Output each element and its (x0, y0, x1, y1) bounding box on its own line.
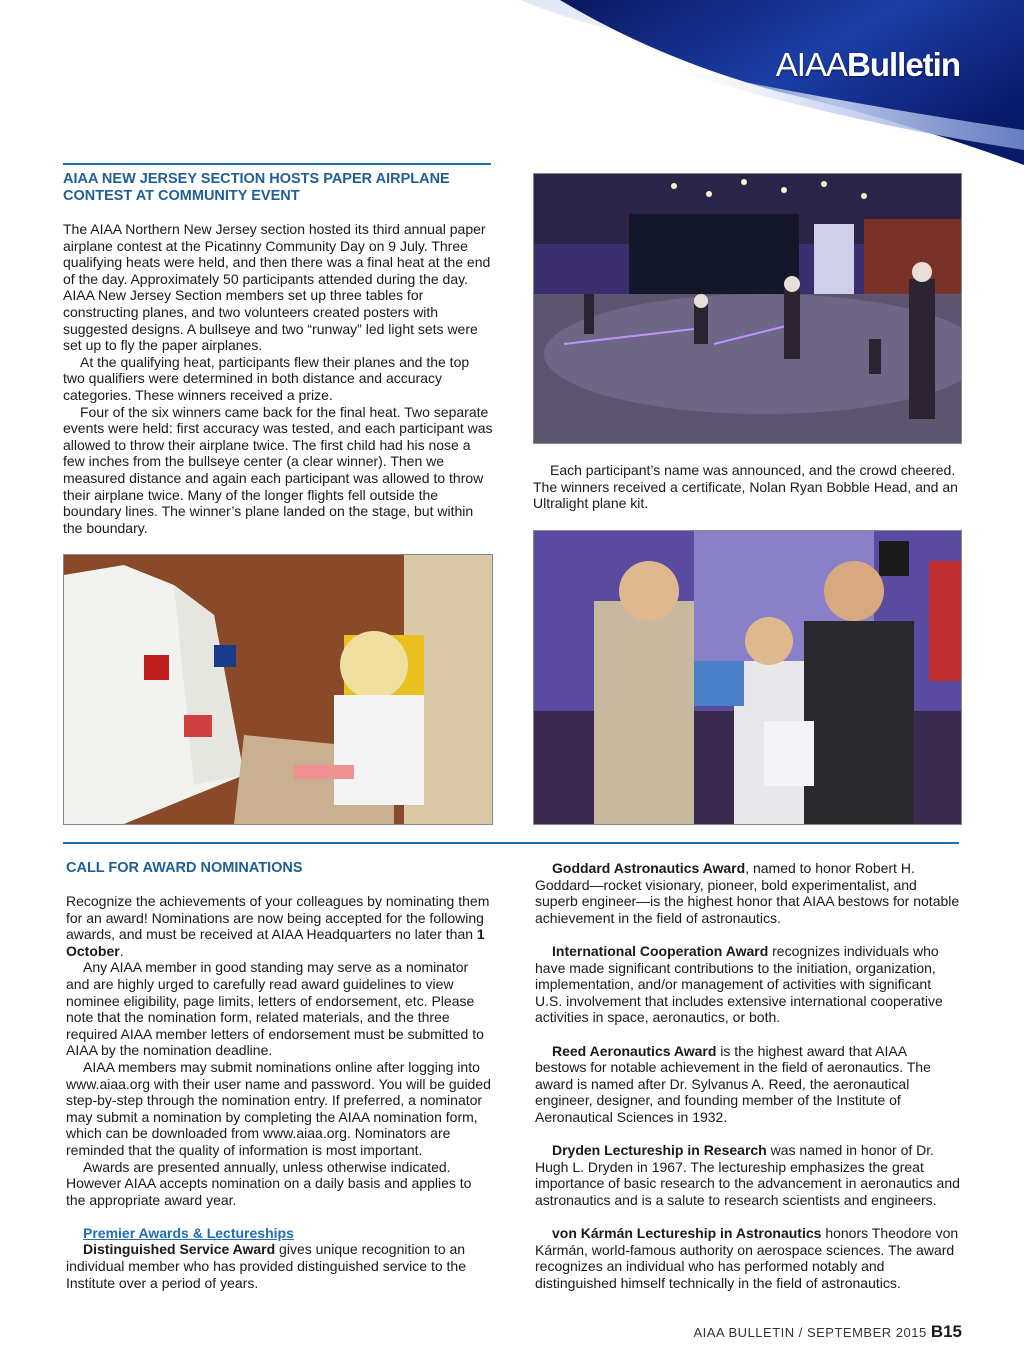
article2-paragraph-2: Any AIAA member in good standing may serve as a nominator and are highly urged to carefully read award guidelines to view nominee eligibility, page limits, letters of endorsement, etc. Please note that the nomination form, related materials, and the three required AIAA member letters of endorsement must be submitted to AIAA by the nomination deadline. (66, 959, 484, 1059)
award-description: is the highest award that AIAA bestows for notable achievement in the field of aeronautics. The award is named after Dr. Sylvanus A. Reed, the aeronautical engineer, designer, and founding member of the Institute of Aeronautical Sciences in 1932. (535, 1042, 931, 1125)
article2-body-left (66, 893, 494, 1291)
award-distinguished-service (66, 1241, 494, 1291)
nomination-deadline: 1 October (66, 926, 485, 959)
article2-intro (66, 893, 494, 959)
award-description: , named to honor Robert H. Goddard—rocket visionary, pioneer, bold experimentalist, and superb engineer—is the highest honor that AIAA bestows for notable achievement in the field of astronautics. (535, 860, 960, 926)
photo-boy-building-plane (63, 554, 493, 825)
section-rule-middle (63, 842, 959, 844)
masthead-logo (776, 46, 960, 84)
article2-intro-text: Recognize the achievements of your colleagues by nominating them for an award! Nominations are now being accepted for the following awards, and must be received at AIAA Headquarters no later than (66, 893, 490, 943)
article1-body-continued (533, 462, 961, 512)
award-name: Reed Aeronautics Award (552, 1042, 717, 1059)
award-dryden-lectureship (535, 1142, 960, 1208)
award-name: von Kármán Lectureship in Astronautics (552, 1225, 822, 1242)
section-rule-top (63, 163, 491, 165)
award-name: Goddard Astronautics Award (552, 860, 746, 876)
award-name: Dryden Lectureship in Research (552, 1142, 767, 1159)
article1-paragraph-2: At the qualifying heat, participants flew their planes and the top two qualifiers were determined in both distance and accuracy categories. These winners received a prize. (63, 353, 470, 403)
premier-awards-link-row (66, 1225, 494, 1242)
banner-swoosh-graphic (0, 0, 1024, 170)
award-description: honors Theodore von Kármán, world-famous authority on aerospace sciences. The award recognizes an individual who has performed notably and distinguished himself technically in the field of astronautics. (535, 1225, 959, 1291)
premier-awards-link[interactable]: Premier Awards & Lectureships (83, 1224, 294, 1241)
award-goddard-astronautics (535, 860, 960, 926)
article2-body-right (535, 860, 960, 1291)
award-description: was named in honor of Dr. Hugh L. Dryden in 1967. The lectureship emphasizes the great importance of basic research to the advancement in aeronautics and astronautics and is a salute to research scientists and engineers. (535, 1142, 960, 1208)
page-folio (693, 1322, 962, 1342)
award-von-karman-lectureship (535, 1225, 960, 1291)
masthead-bold: Bulletin (847, 46, 960, 83)
award-name: Distinguished Service Award (83, 1241, 276, 1258)
award-description: recognizes individuals who have made significant contributions to the initiation, organization, implementation, and/or management of activities with significant U.S. involvement that includes extensive international cooperative activities in space, aeronautics, or both. (535, 942, 943, 1026)
article2-intro-end: . (119, 942, 124, 959)
header-banner (0, 0, 1024, 170)
award-international-cooperation (535, 943, 960, 1026)
article2-paragraph-4: Awards are presented annually, unless otherwise indicated. However AIAA accepts nomination on a daily basis and applies to the appropriate award year. (66, 1158, 472, 1208)
photo-award-presentation (533, 530, 962, 825)
award-reed-aeronautics (535, 1043, 960, 1126)
article1-heading (63, 171, 503, 205)
article2-paragraph-3: AIAA members may submit nominations online after logging into www.aiaa.org with their user name and password. You will be guided step-by-step through the nomination entry. If preferred, a nominator may submit a nomination by completing the AIAA nomination form, which can be downloaded from www.aiaa.org. Nominators are reminded that the quality of information is most important. (66, 1058, 491, 1158)
article1-paragraph-3: Four of the six winners came back for the final heat. Two separate events were held: first accuracy was tested, and each participant was allowed to throw their airplane twice. The first child had his nose a few inches from the bullseye center (a clear winner). Then we measured distance and again each participant was allowed to throw their airplane twice. Many of the longer flights fell outside the boundary lines. The winner’s plane landed on the stage, but within the boundary. (63, 403, 493, 536)
page-number: B15 (930, 1322, 962, 1341)
article1-heading-line1: AIAA NEW JERSEY SECTION HOSTS PAPER AIRPLANE (63, 171, 450, 187)
article2-heading: CALL FOR AWARD NOMINATIONS (66, 860, 303, 876)
folio-text: AIAA BULLETIN / SEPTEMBER 2015 (693, 1325, 927, 1340)
photo-auditorium-contest (533, 173, 962, 444)
article1-paragraph-1: The AIAA Northern New Jersey section hosted its third annual paper airplane contest at the Picatinny Community Day on 9 July. Three qualifying heats were held, and then there was a final heat at the end of the day. Approximately 50 participants attended during the day. AIAA New Jersey Section members set up three tables for constructing planes, and two volunteers created posters with suggested designs. A bullseye and two “runway” led light sets were set up to fly the paper airplanes. (63, 221, 491, 354)
article1-body (63, 221, 494, 536)
award-description: gives unique recognition to an individual member who has provided distinguished service to the Institute over a period of years. (66, 1241, 466, 1291)
article1-paragraph-4: Each participant’s name was announced, and the crowd cheered. The winners received a certificate, Nolan Ryan Bobble Head, and an Ultralight plane kit. (533, 462, 958, 512)
award-name: International Cooperation Award (552, 942, 769, 959)
article1-heading-line2: CONTEST AT COMMUNITY EVENT (63, 188, 300, 204)
masthead-light: AIAA (775, 46, 847, 83)
